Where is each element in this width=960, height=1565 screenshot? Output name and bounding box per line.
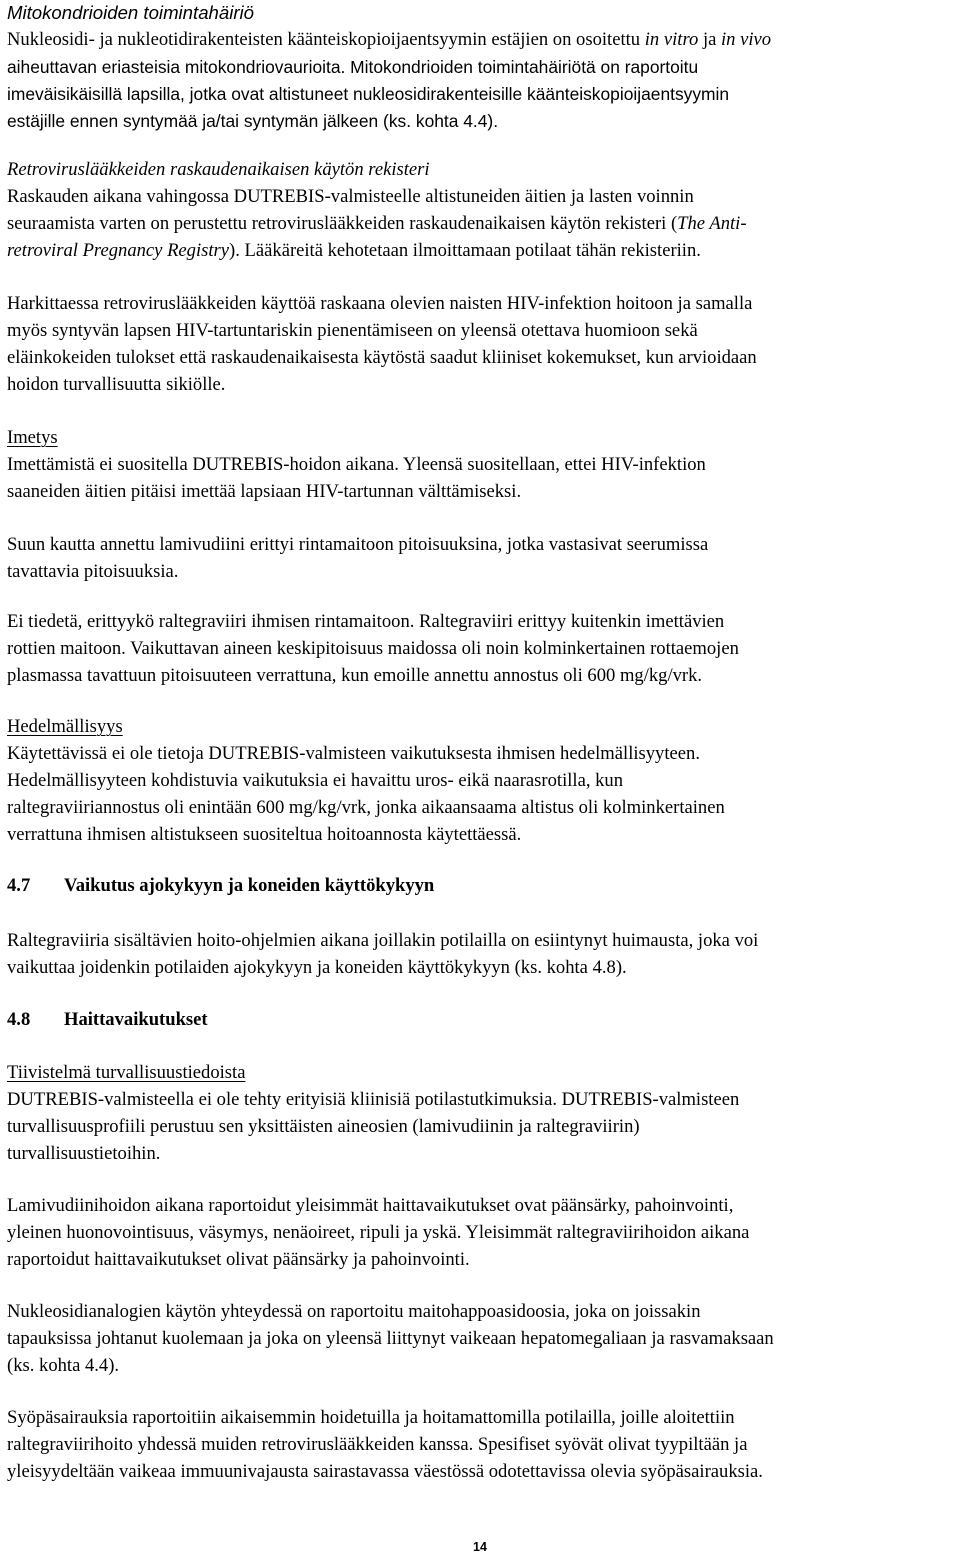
breastfeeding-section [7, 425, 952, 506]
breastfeeding-p3-line-2: rottien maitoon. Vaikuttavan aineen keskipitoisuus maidossa oli noin kolminkertainen rottaemojen [7, 637, 739, 659]
registry-line-2-a: seuraamista varten on perustettu retroviruslääkkeiden raskaudenaikaisen käytön rekisteri ( [7, 212, 678, 234]
page-number: 14 [473, 1540, 487, 1554]
fertility-section [7, 714, 952, 849]
fertility-heading: Hedelmällisyys [7, 716, 123, 737]
fertility-line-3: raltegraviiriannostus oli enintään 600 mg/kg/vrk, jonka aikaansaama altistus oli kolminkertainen [7, 796, 725, 818]
section-4-7-body [7, 928, 952, 982]
registry-line-3-b: ). Lääkäreitä kehotetaan ilmoittamaan potilaat tähän rekisteriin. [229, 239, 701, 261]
summary-p4-line-3: yleisyydeltään vaikeaa immuunivajausta sairastavassa väestössä odotettavissa olevia syöpäsairauksia. [7, 1460, 763, 1482]
summary-p2-line-2: yleinen huonovointisuus, väsymys, nenäoireet, ripuli ja yskä. Yleisimmät raltegraviirihoidon aikana [7, 1221, 750, 1243]
summary-subsection [7, 1060, 952, 1168]
breastfeeding-p1-line-2: saaneiden äitien pitäisi imettää lapsiaan HIV-tartunnan välttämiseksi. [7, 480, 522, 502]
summary-heading: Tiivistelmä turvallisuustiedoista [7, 1062, 246, 1083]
summary-p3-line-3: (ks. kohta 4.4). [7, 1354, 120, 1376]
breastfeeding-paragraph-3 [7, 609, 952, 690]
summary-paragraph-2 [7, 1193, 952, 1274]
fertility-line-4: verrattuna ihmisen altistukseen suositeltua hoitoannosta käytettäessä. [7, 823, 522, 845]
considering-line-1: Harkittaessa retroviruslääkkeiden käyttöä raskaana olevien naisten HIV-infektion hoitoon ja samalla [7, 293, 753, 314]
section-4-8 [7, 1007, 952, 1034]
summary-p4-line-2: raltegraviirihoito yhdessä muiden retroviruslääkkeiden kanssa. Spesifiset syövät olivat tyypiltään ja [7, 1433, 748, 1455]
section-4-8-title: Haittavaikutukset [64, 1009, 208, 1030]
breastfeeding-p2-line-1: Suun kautta annettu lamivudiini erittyi rintamaitoon pitoisuuksina, jotka vastasivat seerumissa [7, 534, 709, 555]
breastfeeding-heading: Imetys [7, 427, 58, 448]
breastfeeding-p1-line-1: Imettämistä ei suositella DUTREBIS-hoidon aikana. Yleensä suositellaan, ettei HIV-infektion [7, 453, 706, 475]
breastfeeding-p3-line-1: Ei tiedetä, erittyykö raltegraviiri ihmisen rintamaitoon. Raltegraviiri erittyy kuitenkin imettävien [7, 611, 725, 632]
summary-paragraph-3 [7, 1299, 952, 1380]
section-4-7 [7, 873, 952, 900]
section-4-7-number: 4.7 [7, 875, 31, 896]
considering-line-3: eläinkokeiden tulokset että raskaudenaikaisesta käytöstä saadut kliiniset kokemukset, kun arvioidaan [7, 346, 757, 368]
summary-p2-line-1: Lamivudiinihoidon aikana raportoidut yleisimmät haittavaikutukset ovat päänsärky, pahoinvointi, [7, 1195, 734, 1216]
section-4-7-title: Vaikutus ajokykyyn ja koneiden käyttökykyyn [64, 875, 435, 896]
section-4-7-line-2: vaikuttaa joidenkin potilaiden ajokykyyn ja koneiden käyttökykyyn (ks. kohta 4.8). [7, 956, 627, 978]
mitochondria-line-1-invivo: in vivo [721, 28, 772, 50]
registry-line-3-a: retroviral Pregnancy Registry [7, 239, 230, 261]
breastfeeding-p3-line-3: plasmassa tavattuun pitoisuuteen verrattuna, kun emoille annettu annostus oli 600 mg/kg/vrk. [7, 664, 703, 686]
fertility-line-2: Hedelmällisyyteen kohdistuvia vaikutuksia ei havaittu uros- eikä naarasrotilla, kun [7, 769, 624, 791]
considering-line-4: hoidon turvallisuutta sikiölle. [7, 373, 226, 395]
registry-section [7, 157, 952, 265]
mitochondria-line-2: aiheuttavan eriasteisia mitokondriovaurioita. Mitokondrioiden toimintahäiriötä on raportoitu [7, 56, 699, 77]
breastfeeding-paragraph-2 [7, 532, 952, 586]
mitochondria-line-1-invitro: in vitro [644, 28, 699, 50]
breastfeeding-p2-line-2: tavattavia pitoisuuksia. [7, 560, 179, 582]
summary-p3-line-1: Nukleosidianalogien käytön yhteydessä on raportoitu maitohappoasidoosia, joka on joissakin [7, 1301, 701, 1322]
registry-line-3 [7, 238, 952, 265]
summary-p1-line-2: turvallisuusprofiili perustuu sen yksittäisten aineosien (lamivudiinin ja raltegraviirin) [7, 1115, 640, 1137]
summary-p1-line-3: turvallisuustietoihin. [7, 1142, 161, 1164]
considering-paragraph [7, 291, 952, 399]
mitochondria-line-1-a: Nukleosidi- ja nukleotidirakenteisten käänteiskopioijaentsyymin estäjien on osoitettu [7, 28, 645, 50]
section-4-8-number: 4.8 [7, 1009, 31, 1030]
section-4-7-line-1: Raltegraviiria sisältävien hoito-ohjelmien aikana joillakin potilailla on esiintynyt huimausta, joka voi [7, 930, 759, 951]
registry-heading: Retroviruslääkkeiden raskaudenaikaisen käytön rekisteri [7, 159, 430, 180]
summary-p3-line-2: tapauksissa johtanut kuolemaan ja joka on yleensä liittynyt vaikeaan hepatomegaliaan ja rasvamaksaan [7, 1327, 774, 1349]
summary-p2-line-3: raportoidut haittavaikutukset olivat päänsärky ja pahoinvointi. [7, 1248, 470, 1270]
mitochondria-heading: Mitokondrioiden toimintahäiriö [7, 2, 255, 23]
registry-line-2 [7, 211, 952, 238]
summary-p4-line-1: Syöpäsairauksia raportoitiin aikaisemmin hoidetuilla ja hoitamattomilla potilailla, joille aloitettiin [7, 1407, 735, 1428]
summary-paragraph-4 [7, 1405, 952, 1486]
registry-line-2-b: The Anti- [677, 212, 747, 234]
fertility-line-1: Käytettävissä ei ole tietoja DUTREBIS-valmisteen vaikutuksesta ihmisen hedelmällisyyteen. [7, 742, 700, 764]
mitochondria-section [7, 0, 952, 135]
summary-p1-line-1: DUTREBIS-valmisteella ei ole tehty erityisiä kliinisiä potilastutkimuksia. DUTREBIS-valmisteen [7, 1088, 740, 1110]
section-4-7-heading [7, 873, 952, 900]
considering-line-2: myös syntyvän lapsen HIV-tartuntariskin pienentämiseen on yleensä otettava huomioon sekä [7, 319, 698, 341]
section-4-8-heading [7, 1007, 952, 1034]
mitochondria-line-1-c: ja [698, 28, 722, 50]
mitochondria-line-3: imeväisikäisillä lapsilla, jotka ovat altistuneet nukleosidirakenteisille käänteiskopioijaentsyymin [7, 83, 730, 104]
mitochondria-line-4: estäjille ennen syntymää ja/tai syntymän jälkeen (ks. kohta 4.4). [7, 110, 499, 131]
mitochondria-line-1 [7, 27, 952, 54]
registry-line-1: Raskauden aikana vahingossa DUTREBIS-valmisteelle altistuneiden äitien ja lasten voinnin [7, 185, 694, 207]
